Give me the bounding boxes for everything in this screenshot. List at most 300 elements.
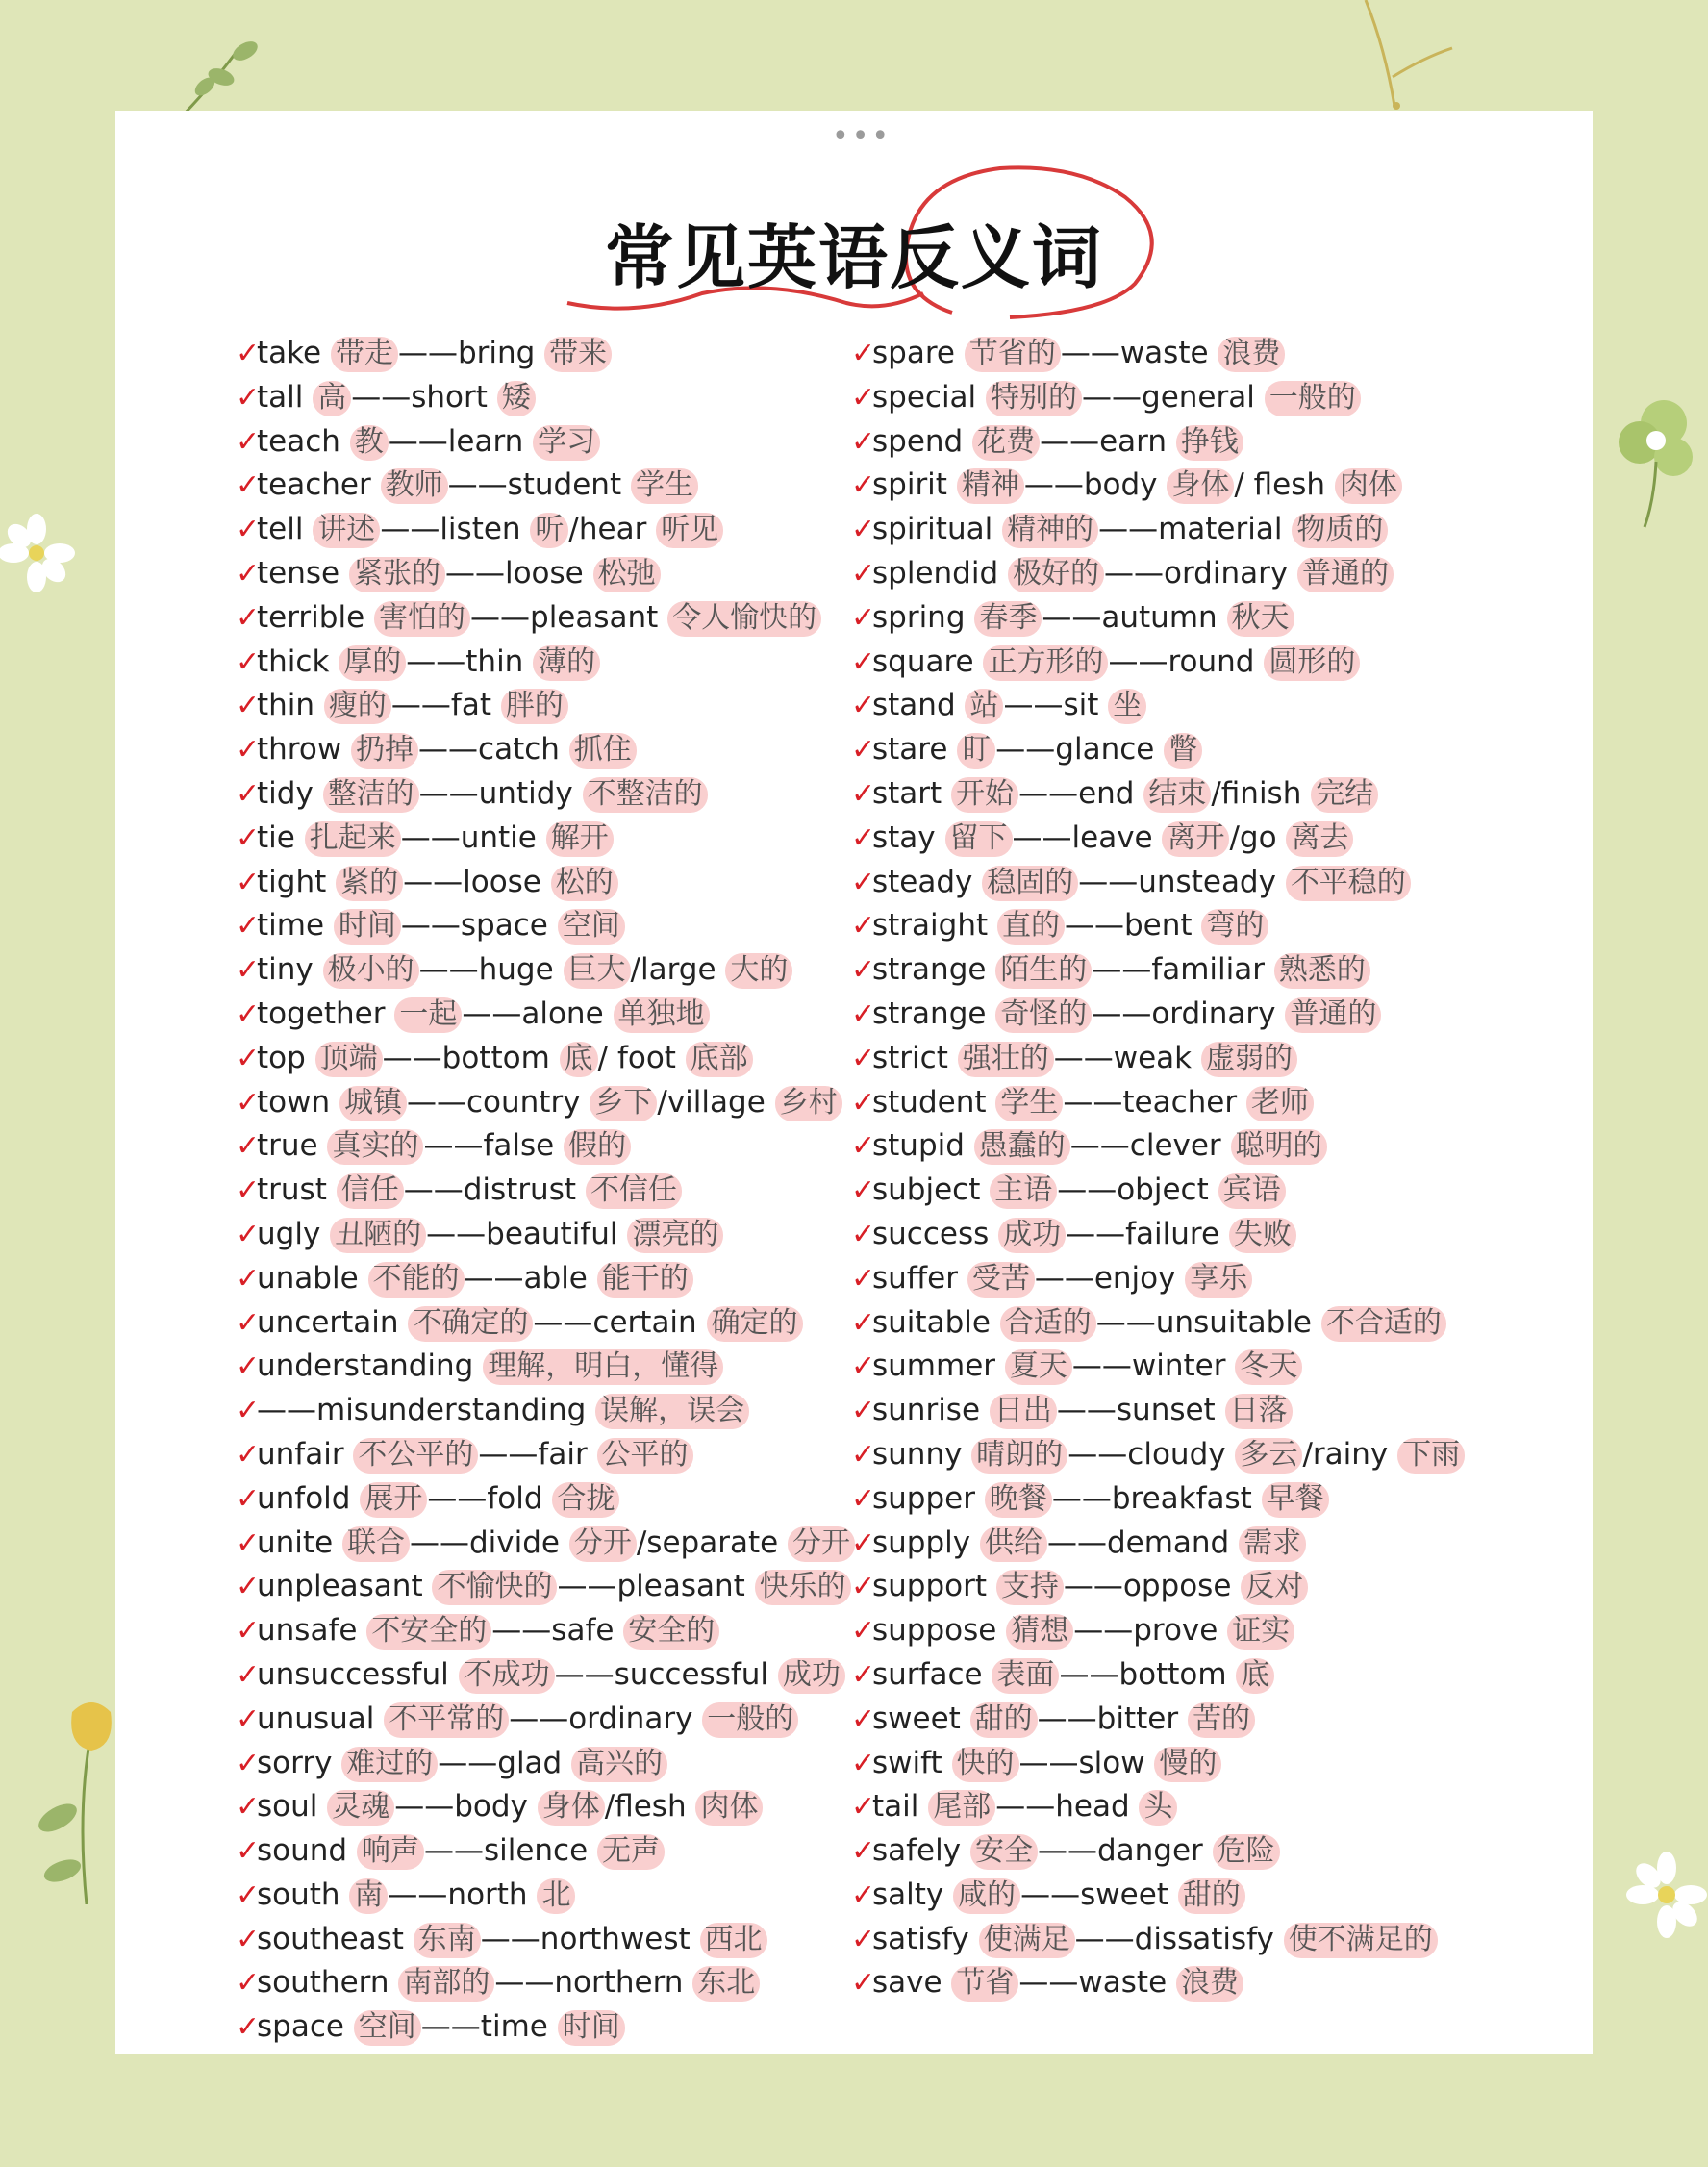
chinese-meaning: 胖的 [501,689,568,724]
checkmark-icon: ✓ [851,1261,876,1296]
chinese-meaning: 不整洁的 [583,777,708,813]
checkmark-icon: ✓ [851,1746,876,1780]
word-pair-row [236,552,899,596]
chinese-meaning: 不能的 [368,1262,465,1298]
chinese-meaning: 普通的 [1285,997,1381,1033]
word-pair-row [851,1257,1601,1301]
english-word: ——earn [1040,423,1176,459]
chinese-meaning: 普通的 [1297,557,1394,592]
chinese-meaning: 底部 [686,1042,753,1077]
english-word: student [872,1084,996,1120]
chinese-meaning: 底 [1236,1658,1274,1694]
word-pair-row [851,1124,1601,1169]
chinese-meaning: 北 [537,1878,575,1914]
checkmark-icon: ✓ [236,1349,261,1384]
english-word: south [257,1877,350,1912]
english-word: /finish [1211,775,1312,811]
word-pair-row [851,1785,1601,1829]
word-pair-row [851,1918,1601,1962]
chinese-meaning: 稳固的 [982,866,1078,901]
english-word: ——unsteady [1078,864,1286,899]
chinese-meaning: 日出 [990,1394,1057,1429]
chinese-meaning: 理解，明白，懂得 [483,1349,723,1385]
english-word: surface [872,1656,992,1692]
chinese-meaning: 肉体 [695,1790,763,1826]
english-word: strange [872,952,996,988]
english-word: ——pleasant [557,1569,755,1604]
english-word: southeast [257,1921,414,1956]
checkmark-icon: ✓ [236,600,261,635]
checkmark-icon: ✓ [236,1261,261,1296]
english-word: ——fat [390,688,501,723]
english-word: ——material [1098,512,1293,547]
chinese-meaning: 城镇 [339,1086,407,1121]
checkmark-icon: ✓ [236,733,261,768]
chinese-meaning: 南 [349,1878,388,1914]
chinese-meaning: 春季 [974,601,1042,637]
english-word: ——loose [444,555,593,591]
chinese-meaning: 扎起来 [305,821,401,857]
chinese-meaning: 不平常的 [384,1702,509,1738]
chinese-meaning: 尾部 [928,1790,995,1826]
english-word: / foot [597,1040,686,1075]
chinese-meaning: 秋天 [1227,601,1294,637]
english-word: ——ordinary [1092,995,1286,1031]
english-word: ——head [995,1789,1140,1825]
word-pair-row [236,1169,899,1213]
word-pair-row [236,1301,899,1346]
word-pair-row [851,1389,1601,1433]
english-word: sound [257,1833,357,1869]
english-word: ——loose [403,864,551,899]
english-word: ——weak [1053,1040,1201,1075]
word-pair-row [851,993,1601,1037]
english-word: suffer [872,1260,967,1296]
word-pair-row [236,1345,899,1389]
checkmark-icon: ✓ [851,1614,876,1649]
english-word: stay [872,819,945,855]
chinese-meaning: 使满足 [979,1923,1075,1958]
word-pair-row [851,1081,1601,1125]
word-pair-row [851,1037,1601,1081]
english-word: unfair [257,1436,354,1472]
chinese-meaning: 精神 [957,468,1024,504]
chinese-meaning: 愚蠢的 [974,1129,1070,1165]
english-word: ——object [1057,1172,1218,1208]
english-word: sunny [872,1436,972,1472]
more-dots-icon[interactable]: ••• [832,119,892,153]
note-paper [115,111,1593,2054]
word-pair-row [851,904,1601,948]
chinese-meaning: 浪费 [1218,337,1285,372]
english-word: throw [257,732,352,768]
chinese-meaning: 无声 [597,1834,665,1870]
page-title: 常见英语反义词 [604,216,1103,298]
english-word: ——pleasant [470,599,668,635]
english-word: ——danger [1037,1833,1213,1869]
word-pair-row [236,948,899,993]
chinese-meaning: 完结 [1311,777,1378,813]
word-pair-row [236,332,899,376]
english-word: stupid [872,1128,974,1164]
word-pair-row [851,1301,1601,1346]
word-pair-row [236,1874,899,1918]
checkmark-icon: ✓ [851,468,876,503]
english-word: ——sunset [1056,1393,1225,1428]
english-word: salty [872,1877,954,1912]
chinese-meaning: 供给 [980,1526,1047,1562]
english-word: teacher [257,467,381,503]
chinese-meaning: 结束 [1143,777,1211,813]
word-pair-row [236,861,899,905]
word-pair-row [236,464,899,508]
checkmark-icon: ✓ [851,1437,876,1472]
english-word: save [872,1965,952,2001]
checkmark-icon: ✓ [851,513,876,547]
checkmark-icon: ✓ [851,1173,876,1208]
checkmark-icon: ✓ [236,1217,261,1251]
english-word: ——northwest [480,1921,700,1956]
english-word: ——prove [1073,1613,1228,1649]
word-pair-row [236,1698,899,1742]
chinese-meaning: 花费 [972,425,1040,461]
checkmark-icon: ✓ [851,1085,876,1120]
word-pair-row [236,508,899,552]
english-word: teach [257,423,350,459]
chinese-meaning: 联合 [342,1526,410,1562]
english-word: thin [257,688,324,723]
english-word: ——student [447,467,631,503]
word-pair-row [851,376,1601,420]
daisy-bottom-right-icon [1625,1847,1708,1943]
english-word: ugly [257,1216,331,1251]
word-pair-row [851,420,1601,465]
chinese-meaning: 教师 [381,468,448,504]
english-word: ——bottom [382,1040,560,1075]
chinese-meaning: 节省 [951,1966,1018,2002]
chinese-meaning: 聪明的 [1231,1129,1327,1165]
english-word: strange [872,995,996,1031]
english-word: stare [872,732,958,768]
english-word: ——time [420,2009,558,2045]
english-word: ——beautiful [426,1216,628,1251]
chinese-meaning: 整洁的 [323,777,419,813]
word-pair-row [236,641,899,685]
chinese-meaning: 多云 [1235,1438,1302,1474]
english-word: ——able [464,1260,597,1296]
chinese-meaning: 一般的 [1265,381,1361,416]
chinese-meaning: 空间 [354,2010,421,2046]
flower-right-icon [1596,385,1708,529]
english-word: ——unsuitable [1095,1304,1321,1340]
english-word: start [872,775,952,811]
english-word: ——misunderstanding [257,1393,596,1428]
chinese-meaning: 不安全的 [366,1614,491,1650]
english-word: tell [257,512,314,547]
english-word: straight [872,908,997,944]
english-word: true [257,1128,328,1164]
english-word: ——sweet [1020,1877,1178,1912]
chinese-meaning: 假的 [564,1129,631,1165]
english-word: ——oppose [1063,1569,1242,1604]
chinese-meaning: 坐 [1108,689,1146,724]
chinese-meaning: 反对 [1241,1570,1308,1605]
checkmark-icon: ✓ [851,820,876,855]
english-word: ——untie [400,819,546,855]
chinese-meaning: 弯的 [1201,909,1268,945]
english-word: support [872,1569,996,1604]
word-pair-row [236,904,899,948]
word-pair-row [851,948,1601,993]
word-pair-row [236,1609,899,1653]
chinese-meaning: 东北 [692,1966,760,2002]
english-word: ——listen [380,512,531,547]
checkmark-icon: ✓ [236,996,261,1031]
english-word: terrible [257,599,375,635]
word-pair-row [851,1477,1601,1522]
word-pair-row [236,1522,899,1566]
english-word: unpleasant [257,1569,433,1604]
word-pair-row [236,1037,899,1081]
english-word: unite [257,1524,342,1560]
chinese-meaning: 分开 [788,1526,855,1562]
chinese-meaning: 学生 [631,468,698,504]
checkmark-icon: ✓ [236,513,261,547]
word-pair-row [236,684,899,728]
word-pair-row [851,772,1601,817]
english-word: ——body [1023,467,1168,503]
chinese-meaning: 晴朗的 [971,1438,1068,1474]
chinese-meaning: 慢的 [1154,1747,1221,1782]
word-pair-row [851,1522,1601,1566]
word-pair-row [851,728,1601,772]
checkmark-icon: ✓ [851,600,876,635]
english-word: ——country [406,1084,590,1120]
word-pair-row [851,684,1601,728]
chinese-meaning: 甜的 [970,1702,1038,1738]
word-pair-row [236,1081,899,1125]
chinese-meaning: 精神的 [1002,513,1098,548]
english-word: ——successful [554,1656,778,1692]
word-pair-row [851,596,1601,641]
word-pair-row [851,1609,1601,1653]
english-word: /hear [568,512,657,547]
checkmark-icon: ✓ [236,689,261,723]
checkmark-icon: ✓ [236,1570,261,1604]
chinese-meaning: 不合适的 [1321,1306,1446,1342]
checkmark-icon: ✓ [236,1305,261,1340]
checkmark-icon: ✓ [851,776,876,811]
checkmark-icon: ✓ [851,644,876,679]
english-word: ——catch [418,732,569,768]
chinese-meaning: 讲述 [313,513,380,548]
chinese-meaning: 误解，误会 [595,1394,749,1429]
english-word: /separate [636,1524,789,1560]
chinese-meaning: 下雨 [1397,1438,1465,1474]
chinese-meaning: 灵魂 [327,1790,394,1826]
english-word: uncertain [257,1304,409,1340]
checkmark-icon: ✓ [851,1217,876,1251]
checkmark-icon: ✓ [851,1834,876,1869]
english-word: tight [257,864,337,899]
chinese-meaning: 一起 [394,997,462,1033]
chinese-meaning: 使不满足的 [1284,1923,1438,1958]
checkmark-icon: ✓ [851,1790,876,1825]
english-word: tail [872,1789,929,1825]
chinese-meaning: 晚餐 [985,1482,1052,1518]
chinese-meaning: 正方形的 [983,645,1108,681]
checkmark-icon: ✓ [851,1570,876,1604]
english-word: /rainy [1302,1436,1398,1472]
chinese-meaning: 确定的 [707,1306,803,1342]
word-pair-row [851,1874,1601,1918]
chinese-meaning: 快的 [952,1747,1019,1782]
checkmark-icon: ✓ [851,953,876,988]
english-word: ——bitter [1037,1701,1188,1736]
chinese-meaning: 虚弱的 [1201,1042,1297,1077]
checkmark-icon: ✓ [236,1657,261,1692]
word-pair-row [236,1653,899,1698]
chinese-meaning: 陌生的 [995,953,1092,989]
english-word: tall [257,379,314,415]
english-word: supply [872,1524,980,1560]
english-word: /go [1229,819,1287,855]
checkmark-icon: ✓ [236,1525,261,1560]
chinese-meaning: 奇怪的 [995,997,1092,1033]
checkmark-icon: ✓ [236,1701,261,1736]
checkmark-icon: ✓ [236,1922,261,1956]
word-pair-row [851,1345,1601,1389]
chinese-meaning: 直的 [997,909,1065,945]
chinese-meaning: 日落 [1225,1394,1293,1429]
chinese-meaning: 学生 [995,1086,1063,1121]
english-word: supper [872,1480,985,1516]
english-word: ——fold [427,1480,553,1516]
english-word: ——false [423,1128,565,1164]
english-word: ——thin [406,643,534,679]
chinese-meaning: 支持 [996,1570,1064,1605]
word-pair-row [236,1257,899,1301]
english-word: ——body [394,1789,538,1825]
chinese-meaning: 不确定的 [408,1306,533,1342]
chinese-meaning: 不成功 [459,1658,555,1694]
word-pair-row [851,464,1601,508]
chinese-meaning: 乡下 [590,1086,657,1121]
chinese-meaning: 危险 [1213,1834,1280,1870]
right-word-list [851,332,1601,2005]
checkmark-icon: ✓ [236,2010,261,2045]
english-word: ——cloudy [1068,1436,1236,1472]
word-pair-row [236,1742,899,1786]
chinese-meaning: 熟悉的 [1274,953,1370,989]
chinese-meaning: 瞥 [1164,733,1202,769]
word-pair-row [236,1961,899,2005]
english-word: ——ordinary [1103,555,1298,591]
chinese-meaning: 时间 [558,2010,625,2046]
english-word: subject [872,1172,991,1208]
chinese-meaning: 咸的 [953,1878,1020,1914]
word-pair-row [236,1124,899,1169]
english-word: /flesh [604,1789,696,1825]
english-word: spring [872,599,975,635]
chinese-meaning: 真实的 [327,1129,423,1165]
english-word: soul [257,1789,328,1825]
english-word: ——sit [1003,688,1109,723]
word-pair-row [851,552,1601,596]
english-word: ——space [400,908,558,944]
chinese-meaning: 松的 [551,866,618,901]
checkmark-icon: ✓ [851,337,876,370]
chinese-meaning: 听 [530,513,568,548]
english-word: ——alone [462,995,614,1031]
word-pair-row [851,1565,1601,1609]
checkmark-icon: ✓ [851,865,876,899]
english-word: time [257,908,334,944]
english-word: ——round [1108,643,1265,679]
chinese-meaning: 不公平的 [353,1438,478,1474]
word-pair-row [236,376,899,420]
chinese-meaning: 分开 [569,1526,637,1562]
chinese-meaning: 学习 [533,425,600,461]
english-word: ——general [1082,379,1265,415]
chinese-meaning: 成功 [778,1658,845,1694]
english-word: ——autumn [1042,599,1227,635]
english-word: ——winter [1071,1348,1236,1384]
english-word: ——bring [397,336,545,370]
word-pair-row [236,993,899,1037]
chinese-meaning: 安全的 [623,1614,719,1650]
english-word: ——breakfast [1051,1480,1262,1516]
chinese-meaning: 强壮的 [958,1042,1054,1077]
english-word: sorry [257,1745,342,1780]
word-pair-row [851,508,1601,552]
checkmark-icon: ✓ [236,468,261,503]
chinese-meaning: 漂亮的 [627,1218,723,1253]
chinese-meaning: 时间 [334,909,401,945]
checkmark-icon: ✓ [851,1701,876,1736]
daisy-left-icon [0,510,77,596]
english-word: ——leave [1012,819,1163,855]
chinese-meaning: 听见 [656,513,723,548]
english-word: ——north [388,1877,538,1912]
checkmark-icon: ✓ [236,1614,261,1649]
word-pair-row [236,596,899,641]
checkmark-icon: ✓ [236,1481,261,1516]
english-word: sunrise [872,1393,990,1428]
english-word: ——demand [1046,1524,1240,1560]
checkmark-icon: ✓ [851,733,876,768]
english-word: trust [257,1172,337,1208]
english-word: together [257,995,395,1031]
chinese-meaning: 离开 [1162,821,1229,857]
word-pair-row [236,1918,899,1962]
chinese-meaning: 站 [965,689,1003,724]
english-word: ——learn [388,423,534,459]
english-word: ——clever [1069,1128,1231,1164]
english-word: /large [630,952,726,988]
english-word: southern [257,1965,399,2001]
checkmark-icon: ✓ [236,380,261,415]
chinese-meaning: 不平稳的 [1286,866,1411,901]
chinese-meaning: 浪费 [1176,1966,1243,2002]
word-pair-row [236,1213,899,1257]
checkmark-icon: ✓ [236,1173,261,1208]
chinese-meaning: 苦的 [1188,1702,1255,1738]
english-word: ——certain [533,1304,707,1340]
checkmark-icon: ✓ [851,1922,876,1956]
english-word: success [872,1216,999,1251]
english-word: ——teacher [1063,1084,1246,1120]
